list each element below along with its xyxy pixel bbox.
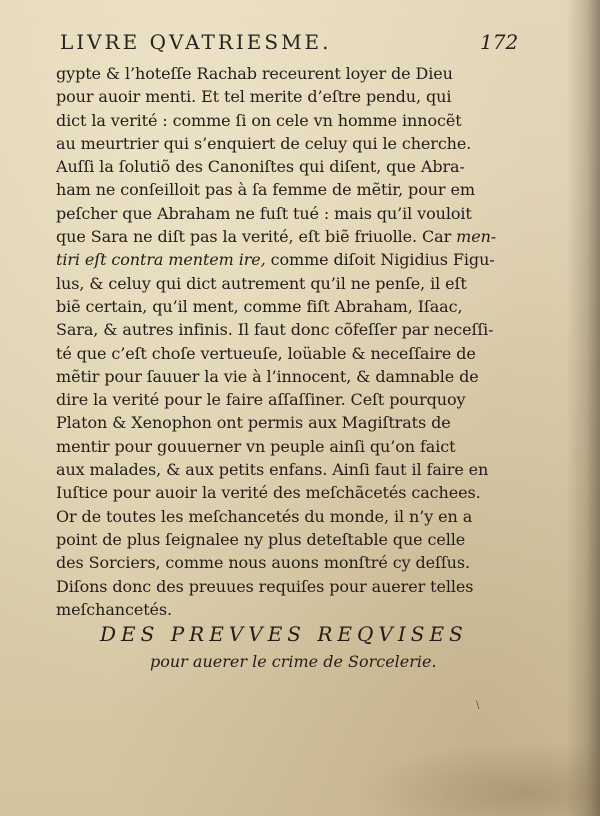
text-run: ham ne conſeilloit pas à ſa femme de mẽtir, pour em: [56, 180, 475, 200]
text-line: [56, 248, 536, 271]
text-line: [56, 435, 536, 458]
text-line: [56, 575, 536, 598]
text-run: pour auoir menti. Et tel merite d’eſtre pendu, qui: [56, 87, 452, 107]
italic-run: men-: [456, 227, 497, 247]
text-line: [56, 505, 536, 528]
text-run: au meurtrier qui s’enquiert de celuy qui le cherche.: [56, 133, 472, 153]
text-line: [56, 272, 536, 295]
text-line: [56, 178, 536, 201]
text-line: [56, 528, 536, 551]
paper-stain: [360, 740, 600, 816]
text-run: que Sara ne diſt pas la verité, eſt biẽ friuolle. Car: [56, 227, 457, 247]
text-run: aux malades, & aux petits enfans. Ainſi faut il faire en: [56, 460, 489, 480]
text-run: comme diſoit Nigidius Figu-: [265, 250, 495, 270]
text-run: biẽ certain, qu’il ment, comme fiſt Abraham, Iſaac,: [56, 296, 463, 316]
text-line: [56, 85, 536, 108]
text-run: gypte & l’hoteſſe Rachab receurent loyer de Dieu: [56, 64, 453, 83]
text-run: dict la verité : comme ſi on cele vn homme innocẽt: [56, 110, 462, 130]
body-text: [56, 62, 536, 622]
text-run: lus, & celuy qui dict autrement qu’il ne penſe, il eſt: [56, 273, 467, 293]
text-run: Platon & Xenophon ont permis aux Magiſtrats de: [56, 413, 451, 433]
text-line: [56, 132, 536, 155]
text-line: [56, 365, 536, 388]
text-run: peſcher que Abraham ne fuſt tué : mais qu’il vouloit: [56, 203, 472, 223]
italic-run: tiri eſt contra mentem ire,: [56, 250, 266, 270]
text-line: [56, 62, 536, 85]
text-line: [56, 388, 536, 411]
text-line: [56, 318, 536, 341]
text-run: dire la verité pour le faire aſſaſſiner. Ceſt pourquoy: [56, 390, 466, 410]
text-run: meſchancetés.: [56, 599, 172, 619]
text-run: Auſſi la ſolutiõ des Canoniſtes qui diſent, que Abra-: [56, 157, 465, 177]
text-run: Iuſtice pour auoir la verité des meſchãcetés cachees.: [56, 483, 481, 503]
text-line: [56, 598, 536, 621]
text-run: Sara, & autres infinis. Il faut donc cõfeſſer par neceſſi-: [56, 320, 494, 340]
text-run: té que c’eſt choſe vertueuſe, loüable & neceſſaire de: [56, 343, 476, 363]
text-run: point de plus ſeignalee ny plus deteſtable que celle: [56, 529, 466, 549]
section-title: DES PREVVES REQVISES: [100, 622, 468, 646]
section-subtitle: pour auerer le crime de Sorcelerie.: [150, 652, 437, 671]
text-line: [56, 551, 536, 574]
text-line: [56, 155, 536, 178]
text-line: [56, 411, 536, 434]
text-line: [56, 342, 536, 365]
running-title: LIVRE QVATRIESME.: [60, 30, 332, 54]
text-line: [56, 109, 536, 132]
text-run: mentir pour gouuerner vn peuple ainſi qu’on faict: [56, 436, 456, 456]
text-line: [56, 481, 536, 504]
text-line: [56, 225, 536, 248]
page-edge-shadow: [566, 0, 600, 816]
text-line: [56, 458, 536, 481]
text-line: [56, 295, 536, 318]
page-number: 172: [480, 30, 519, 54]
text-run: des Sorciers, comme nous auons monſtré cy deſſus.: [56, 553, 470, 573]
text-run: Or de toutes les meſchancetés du monde, il n’y en a: [56, 506, 473, 526]
text-run: Diſons donc des preuues requiſes pour auerer telles: [56, 576, 474, 596]
text-line: [56, 202, 536, 225]
text-run: mẽtir pour ſauuer la vie à l’innocent, & damnable de: [56, 366, 479, 386]
margin-mark: \: [476, 700, 480, 711]
